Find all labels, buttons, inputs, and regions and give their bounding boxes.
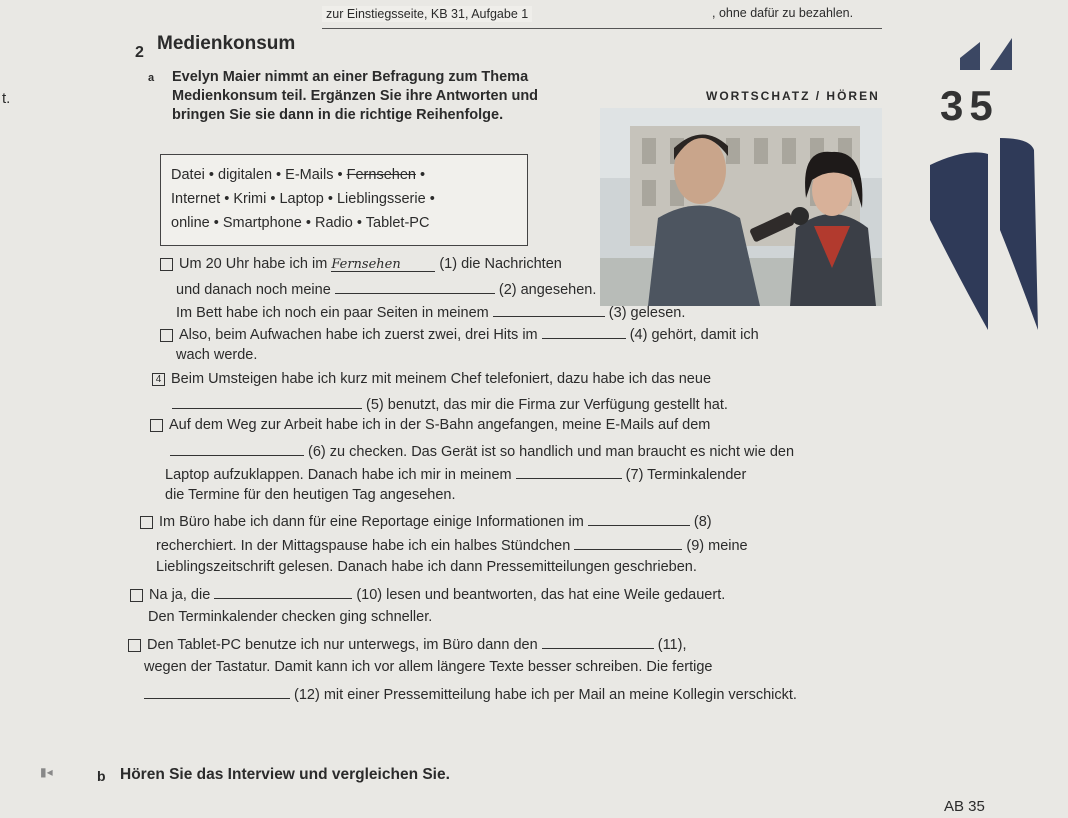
exercise-line: Um 20 Uhr habe ich im Fernsehen (1) die Nachrichten — [160, 256, 562, 272]
order-checkbox[interactable] — [160, 258, 173, 271]
word-option-used: Fernsehen — [346, 167, 416, 183]
answer-blank-10[interactable] — [214, 584, 352, 599]
word-box — [160, 154, 528, 246]
word-option: Smartphone — [222, 215, 302, 231]
exercise-line: Im Bett habe ich noch ein paar Seiten in meinem (3) gelesen. — [176, 302, 685, 321]
exercise-line: Na ja, die (10) lesen und beantworten, das hat eine Weile gedauert. — [130, 584, 725, 603]
header-text-fragment: , ohne dafür zu bezahlen. — [712, 6, 854, 20]
task-a-instruction: Evelyn Maier nimmt an einer Befragung zum Thema Medienkonsum teil. Ergänzen Sie ihre Antworten und bringen Sie sie dann in die richtige Reihenfolge. — [172, 69, 539, 123]
word-option: E-Mails — [285, 167, 334, 183]
exercise-line: Auf dem Weg zur Arbeit habe ich in der S-Bahn angefangen, meine E-Mails auf dem — [150, 417, 710, 433]
answer-blank-7[interactable] — [516, 464, 622, 479]
workbook-page-reference: AB 35 — [944, 798, 985, 815]
exercise-line: Also, beim Aufwachen habe ich zuerst zwei, drei Hits im (4) gehört, damit ich — [160, 324, 759, 343]
exercise-line: Den Tablet-PC benutze ich nur unterwegs, im Büro dann den (11), — [128, 634, 686, 653]
exercise-line: (12) mit einer Pressemitteilung habe ich per Mail an meine Kollegin verschickt. — [144, 684, 797, 703]
order-checkbox[interactable] — [130, 589, 143, 602]
exercise-line: Im Büro habe ich dann für eine Reportage einige Informationen im (8) — [140, 511, 712, 530]
word-option: Tablet-PC — [365, 215, 430, 231]
header-rule — [322, 28, 882, 29]
decorative-stripes — [930, 30, 1038, 340]
exercise-line: (6) zu checken. Das Gerät ist so handlich und man braucht es nicht wie den — [170, 441, 794, 460]
exercise-line: Laptop aufzuklappen. Danach habe ich mir in meinem (7) Terminkalender — [165, 464, 746, 483]
word-option: online — [171, 215, 210, 231]
exercise-line: wegen der Tastatur. Damit kann ich vor allem längere Texte besser schreiben. Die fertige — [144, 659, 713, 675]
word-option: Datei — [171, 167, 205, 183]
word-box-row: online • Smartphone • Radio • Tablet-PC — [171, 215, 430, 231]
section-title: Medienkonsum — [157, 33, 296, 54]
word-option: Lieblingsserie — [336, 191, 426, 207]
answer-blank-1[interactable]: Fernsehen — [331, 257, 435, 272]
word-option: Krimi — [233, 191, 267, 207]
margin-fragment: t. — [2, 90, 11, 107]
word-option: Internet — [171, 191, 221, 207]
exercise-line: die Termine für den heutigen Tag angesehen. — [165, 487, 456, 503]
task-a-letter: a — [148, 72, 155, 84]
word-option: Laptop — [279, 191, 324, 207]
word-option: Radio — [314, 215, 353, 231]
audio-track-icon: ▮◂ — [40, 765, 53, 779]
order-checkbox[interactable] — [160, 329, 173, 342]
exercise-line: (5) benutzt, das mir die Firma zur Verfügung gestellt hat. — [172, 394, 728, 413]
exercise-line: Den Terminkalender checken ging schneller. — [148, 609, 433, 625]
section-number: 2 — [135, 44, 144, 61]
answer-blank-12[interactable] — [144, 684, 290, 699]
page-number: 35 — [940, 82, 999, 129]
answer-blank-5[interactable] — [172, 394, 362, 409]
answer-blank-2[interactable] — [335, 279, 495, 294]
order-checkbox[interactable] — [140, 516, 153, 529]
exercise-line: Lieblingszeitschrift gelesen. Danach habe ich dann Pressemitteilungen geschrieben. — [156, 559, 697, 575]
task-b-letter: b — [97, 768, 106, 784]
section-label: WORTSCHATZ / HÖREN — [706, 89, 880, 103]
word-box-row: Datei • digitalen • E-Mails • Fernsehen • — [171, 167, 426, 183]
order-checkbox[interactable] — [128, 639, 141, 652]
order-checkbox[interactable]: 4 — [152, 373, 165, 386]
cross-reference-tag: zur Einstiegsseite, KB 31, Aufgabe 1 — [322, 6, 532, 22]
answer-blank-9[interactable] — [574, 535, 682, 550]
word-box-row: Internet • Krimi • Laptop • Lieblingsserie • — [171, 191, 435, 207]
order-checkbox[interactable] — [150, 419, 163, 432]
task-b-instruction: Hören Sie das Interview und vergleichen Sie. — [120, 766, 450, 783]
exercise-line: und danach noch meine (2) angesehen. — [176, 279, 596, 298]
answer-blank-4[interactable] — [542, 324, 626, 339]
answer-blank-6[interactable] — [170, 441, 304, 456]
answer-blank-8[interactable] — [588, 511, 690, 526]
exercise-line: recherchiert. In der Mittagspause habe ich ein halbes Stündchen (9) meine — [156, 535, 748, 554]
answer-blank-3[interactable] — [493, 302, 605, 317]
answer-blank-11[interactable] — [542, 634, 654, 649]
exercise-line: wach werde. — [176, 347, 258, 363]
word-option: digitalen — [218, 167, 273, 183]
exercise-line: 4 Beim Umsteigen habe ich kurz mit meinem Chef telefoniert, dazu habe ich das neue — [152, 371, 711, 387]
interview-photo — [600, 108, 882, 306]
